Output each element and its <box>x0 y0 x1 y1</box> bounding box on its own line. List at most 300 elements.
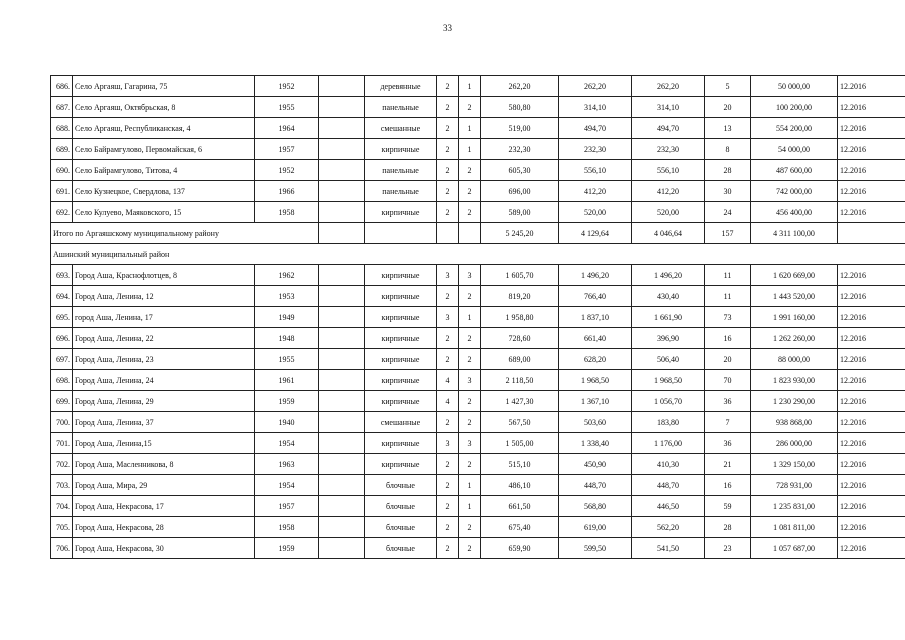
table-total-section <box>51 223 905 265</box>
row-empty-cell <box>319 349 365 370</box>
row-wall-material: кирпичные <box>365 391 437 412</box>
row-area-total: 515,10 <box>481 454 559 475</box>
row-floors: 2 <box>437 328 459 349</box>
row-area-total: 580,80 <box>481 97 559 118</box>
row-wall-material: панельные <box>365 181 437 202</box>
row-area-living: 448,70 <box>559 475 632 496</box>
row-floors: 3 <box>437 265 459 286</box>
row-address: Город Аша, Ленина, 29 <box>73 391 255 412</box>
row-area-residential: 448,70 <box>632 475 705 496</box>
row-area-residential: 183,80 <box>632 412 705 433</box>
row-empty-cell <box>319 202 365 223</box>
total-area-residential: 4 046,64 <box>632 223 705 244</box>
table-row <box>51 370 905 391</box>
row-entrances: 2 <box>459 538 481 559</box>
row-entrances: 2 <box>459 286 481 307</box>
row-year: 1958 <box>255 202 319 223</box>
row-empty-cell <box>319 433 365 454</box>
table-row <box>51 538 905 559</box>
row-address: Город Аша, Мира, 29 <box>73 475 255 496</box>
row-date: 12.2016 <box>838 286 905 307</box>
row-date: 12.2016 <box>838 76 905 97</box>
row-area-living: 503,60 <box>559 412 632 433</box>
total-area-total: 5 245,20 <box>481 223 559 244</box>
row-area-residential: 1 496,20 <box>632 265 705 286</box>
row-cost: 456 400,00 <box>751 202 838 223</box>
row-number: 693. <box>51 265 73 286</box>
row-cost: 100 200,00 <box>751 97 838 118</box>
row-area-living: 1 496,20 <box>559 265 632 286</box>
row-area-living: 1 968,50 <box>559 370 632 391</box>
row-entrances: 3 <box>459 433 481 454</box>
row-entrances: 2 <box>459 328 481 349</box>
row-address: Город Аша, Краснофлотцев, 8 <box>73 265 255 286</box>
row-area-residential: 562,20 <box>632 517 705 538</box>
table-row <box>51 475 905 496</box>
row-floors: 2 <box>437 139 459 160</box>
row-cost: 1 329 150,00 <box>751 454 838 475</box>
row-area-living: 494,70 <box>559 118 632 139</box>
row-floors: 2 <box>437 97 459 118</box>
row-residents: 21 <box>705 454 751 475</box>
row-floors: 2 <box>437 517 459 538</box>
row-cost: 1 235 831,00 <box>751 496 838 517</box>
row-entrances: 2 <box>459 412 481 433</box>
row-residents: 28 <box>705 160 751 181</box>
row-area-residential: 1 968,50 <box>632 370 705 391</box>
section-header-row <box>51 244 905 265</box>
row-empty-cell <box>319 160 365 181</box>
row-wall-material: блочные <box>365 538 437 559</box>
row-cost: 938 868,00 <box>751 412 838 433</box>
row-number: 703. <box>51 475 73 496</box>
row-cost: 1 991 160,00 <box>751 307 838 328</box>
row-date: 12.2016 <box>838 538 905 559</box>
row-wall-material: кирпичные <box>365 202 437 223</box>
row-year: 1959 <box>255 538 319 559</box>
row-area-total: 728,60 <box>481 328 559 349</box>
row-entrances: 2 <box>459 97 481 118</box>
row-floors: 2 <box>437 412 459 433</box>
row-date: 12.2016 <box>838 307 905 328</box>
table-row <box>51 97 905 118</box>
row-area-total: 262,20 <box>481 76 559 97</box>
row-address: Село Байрамгулово, Первомайская, 6 <box>73 139 255 160</box>
row-wall-material: кирпичные <box>365 433 437 454</box>
row-wall-material: блочные <box>365 517 437 538</box>
table-row <box>51 286 905 307</box>
table-row <box>51 517 905 538</box>
row-floors: 2 <box>437 202 459 223</box>
row-empty-cell <box>319 139 365 160</box>
row-year: 1949 <box>255 307 319 328</box>
row-residents: 73 <box>705 307 751 328</box>
row-number: 702. <box>51 454 73 475</box>
row-date: 12.2016 <box>838 370 905 391</box>
row-floors: 4 <box>437 370 459 391</box>
row-number: 704. <box>51 496 73 517</box>
row-year: 1962 <box>255 265 319 286</box>
row-address: Город Аша, Ленина, 37 <box>73 412 255 433</box>
row-cost: 1 620 669,00 <box>751 265 838 286</box>
row-wall-material: блочные <box>365 496 437 517</box>
row-number: 699. <box>51 391 73 412</box>
row-year: 1957 <box>255 496 319 517</box>
row-date: 12.2016 <box>838 97 905 118</box>
row-area-residential: 232,30 <box>632 139 705 160</box>
row-entrances: 2 <box>459 391 481 412</box>
row-number: 690. <box>51 160 73 181</box>
row-date: 12.2016 <box>838 454 905 475</box>
row-number: 705. <box>51 517 73 538</box>
total-residents: 157 <box>705 223 751 244</box>
row-cost: 1 262 260,00 <box>751 328 838 349</box>
row-area-total: 1 427,30 <box>481 391 559 412</box>
row-year: 1964 <box>255 118 319 139</box>
row-address: Село Аргаяш, Республиканская, 4 <box>73 118 255 139</box>
row-cost: 50 000,00 <box>751 76 838 97</box>
row-cost: 54 000,00 <box>751 139 838 160</box>
row-empty-cell <box>319 475 365 496</box>
row-residents: 20 <box>705 349 751 370</box>
row-cost: 1 230 290,00 <box>751 391 838 412</box>
row-date: 12.2016 <box>838 433 905 454</box>
table-row <box>51 328 905 349</box>
row-date: 12.2016 <box>838 412 905 433</box>
row-area-living: 619,00 <box>559 517 632 538</box>
table-row <box>51 454 905 475</box>
row-area-total: 567,50 <box>481 412 559 433</box>
total-row-label: Итого по Аргаяшскому муниципальному району <box>51 223 319 244</box>
row-area-residential: 446,50 <box>632 496 705 517</box>
row-cost: 1 081 811,00 <box>751 517 838 538</box>
row-address: Село Кулуево, Маяковского, 15 <box>73 202 255 223</box>
row-number: 691. <box>51 181 73 202</box>
row-date: 12.2016 <box>838 202 905 223</box>
row-number: 706. <box>51 538 73 559</box>
row-address: Город Аша, Некрасова, 28 <box>73 517 255 538</box>
row-area-residential: 494,70 <box>632 118 705 139</box>
row-floors: 3 <box>437 433 459 454</box>
row-date: 12.2016 <box>838 517 905 538</box>
row-entrances: 2 <box>459 349 481 370</box>
row-floors: 4 <box>437 391 459 412</box>
row-residents: 59 <box>705 496 751 517</box>
table-body-argayash <box>51 76 905 223</box>
row-entrances: 1 <box>459 118 481 139</box>
row-number: 687. <box>51 97 73 118</box>
row-wall-material: кирпичные <box>365 328 437 349</box>
row-empty-cell <box>319 412 365 433</box>
row-cost: 1 443 520,00 <box>751 286 838 307</box>
row-number: 686. <box>51 76 73 97</box>
row-wall-material: смешанные <box>365 118 437 139</box>
row-year: 1940 <box>255 412 319 433</box>
total-area-living: 4 129,64 <box>559 223 632 244</box>
row-area-living: 262,20 <box>559 76 632 97</box>
row-empty-cell <box>319 538 365 559</box>
row-date: 12.2016 <box>838 349 905 370</box>
row-floors: 2 <box>437 496 459 517</box>
row-area-residential: 506,40 <box>632 349 705 370</box>
row-year: 1953 <box>255 286 319 307</box>
row-area-total: 661,50 <box>481 496 559 517</box>
row-empty-cell <box>319 454 365 475</box>
row-date: 12.2016 <box>838 139 905 160</box>
row-entrances: 1 <box>459 496 481 517</box>
row-area-total: 605,30 <box>481 160 559 181</box>
table-row <box>51 181 905 202</box>
total-row-empty-cell <box>437 223 459 244</box>
row-area-residential: 410,30 <box>632 454 705 475</box>
row-wall-material: кирпичные <box>365 454 437 475</box>
row-area-residential: 396,90 <box>632 328 705 349</box>
row-residents: 28 <box>705 517 751 538</box>
row-area-residential: 1 056,70 <box>632 391 705 412</box>
row-entrances: 2 <box>459 454 481 475</box>
row-area-residential: 556,10 <box>632 160 705 181</box>
row-area-total: 675,40 <box>481 517 559 538</box>
row-area-residential: 1 661,90 <box>632 307 705 328</box>
row-empty-cell <box>319 181 365 202</box>
row-empty-cell <box>319 307 365 328</box>
row-residents: 30 <box>705 181 751 202</box>
row-residents: 13 <box>705 118 751 139</box>
row-year: 1952 <box>255 160 319 181</box>
row-address: Город Аша, Ленина, 22 <box>73 328 255 349</box>
row-area-total: 1 505,00 <box>481 433 559 454</box>
row-area-living: 232,30 <box>559 139 632 160</box>
row-entrances: 2 <box>459 181 481 202</box>
row-entrances: 2 <box>459 202 481 223</box>
table-body-ashinsky <box>51 265 905 559</box>
row-wall-material: кирпичные <box>365 370 437 391</box>
row-area-living: 1 338,40 <box>559 433 632 454</box>
row-floors: 2 <box>437 538 459 559</box>
row-area-living: 628,20 <box>559 349 632 370</box>
row-residents: 5 <box>705 76 751 97</box>
row-area-living: 1 837,10 <box>559 307 632 328</box>
row-year: 1952 <box>255 76 319 97</box>
row-entrances: 1 <box>459 139 481 160</box>
row-year: 1957 <box>255 139 319 160</box>
row-empty-cell <box>319 391 365 412</box>
row-area-living: 599,50 <box>559 538 632 559</box>
row-floors: 2 <box>437 76 459 97</box>
row-number: 698. <box>51 370 73 391</box>
row-area-total: 819,20 <box>481 286 559 307</box>
row-floors: 2 <box>437 118 459 139</box>
row-wall-material: кирпичные <box>365 307 437 328</box>
row-wall-material: кирпичные <box>365 139 437 160</box>
row-empty-cell <box>319 97 365 118</box>
row-area-residential: 262,20 <box>632 76 705 97</box>
row-date: 12.2016 <box>838 391 905 412</box>
row-address: Город Аша, Масленникова, 8 <box>73 454 255 475</box>
row-address: Село Байрамгулово, Титова, 4 <box>73 160 255 181</box>
row-floors: 2 <box>437 160 459 181</box>
row-address: Город Аша, Ленина, 23 <box>73 349 255 370</box>
table-row <box>51 412 905 433</box>
row-wall-material: блочные <box>365 475 437 496</box>
row-area-living: 1 367,10 <box>559 391 632 412</box>
row-address: город Аша, Ленина, 17 <box>73 307 255 328</box>
row-year: 1959 <box>255 391 319 412</box>
row-area-total: 1 958,80 <box>481 307 559 328</box>
row-residents: 8 <box>705 139 751 160</box>
row-floors: 2 <box>437 286 459 307</box>
page-number: 33 <box>443 23 452 33</box>
row-number: 701. <box>51 433 73 454</box>
row-empty-cell <box>319 286 365 307</box>
row-empty-cell <box>319 265 365 286</box>
row-date: 12.2016 <box>838 328 905 349</box>
row-number: 697. <box>51 349 73 370</box>
total-row-empty-cell <box>838 223 905 244</box>
row-year: 1958 <box>255 517 319 538</box>
row-area-residential: 314,10 <box>632 97 705 118</box>
total-row-empty-cell <box>459 223 481 244</box>
row-date: 12.2016 <box>838 265 905 286</box>
table-row <box>51 76 905 97</box>
row-area-total: 689,00 <box>481 349 559 370</box>
table-row <box>51 118 905 139</box>
row-address: Село Кузнецкое, Свердлова, 137 <box>73 181 255 202</box>
row-empty-cell <box>319 328 365 349</box>
row-area-residential: 520,00 <box>632 202 705 223</box>
total-row-empty-cell <box>319 223 365 244</box>
row-residents: 11 <box>705 265 751 286</box>
row-empty-cell <box>319 496 365 517</box>
row-area-total: 519,00 <box>481 118 559 139</box>
row-wall-material: панельные <box>365 160 437 181</box>
row-wall-material: панельные <box>365 97 437 118</box>
row-cost: 88 000,00 <box>751 349 838 370</box>
table-row <box>51 496 905 517</box>
row-year: 1954 <box>255 433 319 454</box>
row-entrances: 1 <box>459 76 481 97</box>
row-year: 1963 <box>255 454 319 475</box>
row-floors: 2 <box>437 181 459 202</box>
row-area-living: 314,10 <box>559 97 632 118</box>
row-address: Город Аша, Некрасова, 30 <box>73 538 255 559</box>
row-entrances: 1 <box>459 307 481 328</box>
row-wall-material: смешанные <box>365 412 437 433</box>
row-number: 700. <box>51 412 73 433</box>
total-row <box>51 223 905 244</box>
row-number: 694. <box>51 286 73 307</box>
row-address: Село Аргаяш, Октябрьская, 8 <box>73 97 255 118</box>
row-area-total: 1 605,70 <box>481 265 559 286</box>
row-area-total: 2 118,50 <box>481 370 559 391</box>
row-date: 12.2016 <box>838 118 905 139</box>
row-number: 696. <box>51 328 73 349</box>
row-wall-material: кирпичные <box>365 286 437 307</box>
row-number: 689. <box>51 139 73 160</box>
row-area-residential: 1 176,00 <box>632 433 705 454</box>
row-area-living: 520,00 <box>559 202 632 223</box>
table-row <box>51 433 905 454</box>
row-cost: 554 200,00 <box>751 118 838 139</box>
row-area-residential: 430,40 <box>632 286 705 307</box>
row-area-living: 556,10 <box>559 160 632 181</box>
row-empty-cell <box>319 76 365 97</box>
row-cost: 1 057 687,00 <box>751 538 838 559</box>
row-floors: 2 <box>437 454 459 475</box>
row-area-living: 412,20 <box>559 181 632 202</box>
row-area-living: 568,80 <box>559 496 632 517</box>
row-area-total: 486,10 <box>481 475 559 496</box>
row-date: 12.2016 <box>838 181 905 202</box>
row-area-residential: 541,50 <box>632 538 705 559</box>
row-year: 1961 <box>255 370 319 391</box>
row-entrances: 3 <box>459 370 481 391</box>
housing-registry-table <box>50 75 905 559</box>
row-area-living: 766,40 <box>559 286 632 307</box>
row-address: Город Аша, Ленина, 12 <box>73 286 255 307</box>
row-address: Город Аша, Некрасова, 17 <box>73 496 255 517</box>
row-address: Село Аргаяш, Гагарина, 75 <box>73 76 255 97</box>
row-address: Город Аша, Ленина, 24 <box>73 370 255 391</box>
row-area-total: 659,90 <box>481 538 559 559</box>
row-date: 12.2016 <box>838 496 905 517</box>
row-address: Город Аша, Ленина,15 <box>73 433 255 454</box>
row-entrances: 3 <box>459 265 481 286</box>
table-row <box>51 160 905 181</box>
row-cost: 728 931,00 <box>751 475 838 496</box>
row-year: 1954 <box>255 475 319 496</box>
total-cost: 4 311 100,00 <box>751 223 838 244</box>
row-area-total: 232,30 <box>481 139 559 160</box>
row-residents: 36 <box>705 433 751 454</box>
row-year: 1955 <box>255 97 319 118</box>
table-row <box>51 349 905 370</box>
table-row <box>51 265 905 286</box>
table-row <box>51 139 905 160</box>
table-row <box>51 202 905 223</box>
row-cost: 487 600,00 <box>751 160 838 181</box>
row-residents: 70 <box>705 370 751 391</box>
row-wall-material: деревянные <box>365 76 437 97</box>
row-number: 695. <box>51 307 73 328</box>
row-entrances: 1 <box>459 475 481 496</box>
row-empty-cell <box>319 118 365 139</box>
row-entrances: 2 <box>459 160 481 181</box>
row-entrances: 2 <box>459 517 481 538</box>
row-cost: 1 823 930,00 <box>751 370 838 391</box>
row-residents: 23 <box>705 538 751 559</box>
row-residents: 36 <box>705 391 751 412</box>
row-number: 688. <box>51 118 73 139</box>
row-residents: 11 <box>705 286 751 307</box>
section-label-ashinsky: Ашинский муниципальный район <box>51 244 905 265</box>
row-area-residential: 412,20 <box>632 181 705 202</box>
row-year: 1966 <box>255 181 319 202</box>
row-area-living: 450,90 <box>559 454 632 475</box>
row-wall-material: кирпичные <box>365 349 437 370</box>
row-wall-material: кирпичные <box>365 265 437 286</box>
row-residents: 7 <box>705 412 751 433</box>
row-empty-cell <box>319 517 365 538</box>
row-floors: 2 <box>437 349 459 370</box>
row-floors: 3 <box>437 307 459 328</box>
row-residents: 16 <box>705 475 751 496</box>
row-area-living: 661,40 <box>559 328 632 349</box>
row-residents: 16 <box>705 328 751 349</box>
table-row <box>51 307 905 328</box>
row-area-total: 696,00 <box>481 181 559 202</box>
row-cost: 286 000,00 <box>751 433 838 454</box>
